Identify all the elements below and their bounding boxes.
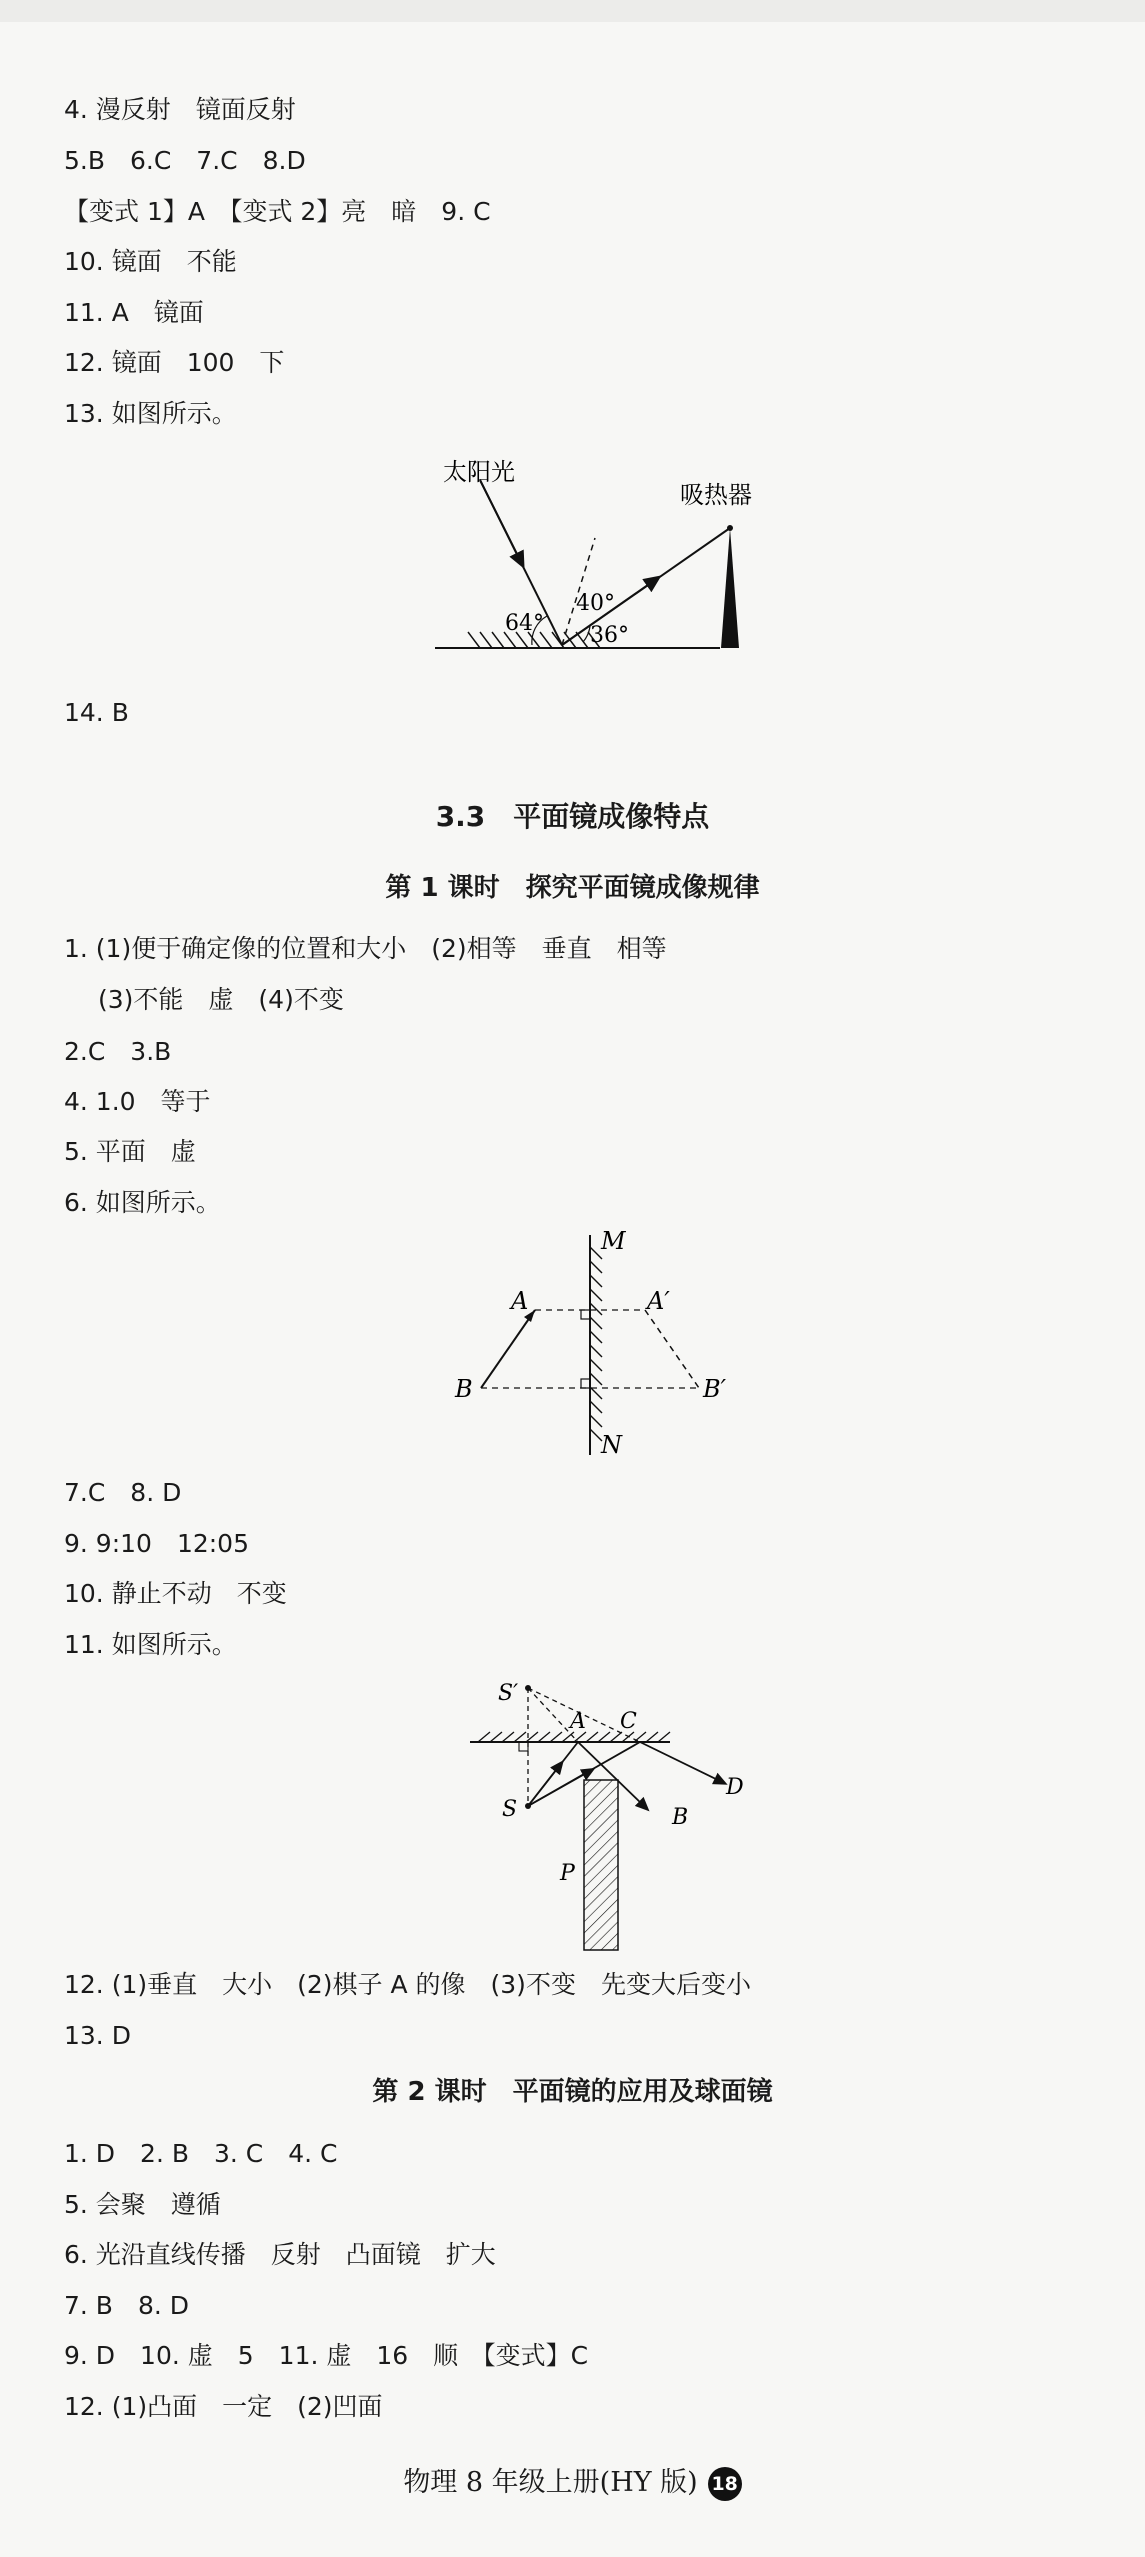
- answer-line: 7.C 8. D: [64, 1478, 182, 1507]
- mirror-hatching: [590, 1247, 602, 1441]
- page-number-badge: 18: [708, 2467, 742, 2501]
- point-label: A: [570, 1709, 586, 1734]
- mirror-bottom-label: N: [601, 1431, 622, 1459]
- answer-line: 6. 光沿直线传播 反射 凸面镜 扩大: [64, 2240, 496, 2269]
- answer-line: 9. D 10. 虚 5 11. 虚 16 顺 【变式】C: [64, 2341, 589, 2370]
- plane-mirror-diagram: [445, 1225, 765, 1469]
- lesson-title: 第 2 课时 平面镜的应用及球面镜: [372, 2077, 773, 2107]
- obstacle-p: [584, 1780, 618, 1950]
- answer-line: 14. B: [64, 698, 129, 727]
- answer-line: 4. 1.0 等于: [64, 1087, 211, 1116]
- answer-line: 5.B 6.C 7.C 8.D: [64, 146, 306, 175]
- section-title: 3.3 平面镜成像特点: [435, 800, 710, 833]
- point-label: B: [672, 1805, 689, 1830]
- answer-line: 2.C 3.B: [64, 1037, 172, 1066]
- angle-label: 36°: [590, 623, 629, 648]
- footer-text: 物理 8 年级上册(HY 版): [403, 2467, 698, 2498]
- point-label: A: [511, 1287, 529, 1315]
- top-shade: [0, 0, 1145, 22]
- answer-line: 5. 平面 虚: [64, 1137, 196, 1166]
- answer-line: 12. (1)垂直 大小 (2)棋子 A 的像 (3)不变 先变大后变小: [64, 1970, 751, 1999]
- mirror-top-label: M: [601, 1227, 626, 1255]
- point-label: B′: [703, 1375, 727, 1403]
- answer-line: 13. 如图所示。: [64, 399, 237, 428]
- image-line: [645, 1310, 699, 1388]
- absorber-label: 吸热器: [680, 481, 752, 509]
- answer-line: 11. 如图所示。: [64, 1630, 237, 1659]
- answer-line: 11. A 镜面: [64, 298, 204, 327]
- point-label: S′: [498, 1681, 519, 1706]
- point-label: P: [560, 1861, 575, 1886]
- answer-line: 6. 如图所示。: [64, 1188, 221, 1217]
- answer-line: 12. (1)凸面 一定 (2)凹面: [64, 2392, 383, 2421]
- lesson-title: 第 1 课时 探究平面镜成像规律: [385, 873, 760, 903]
- page-footer: [0, 2460, 1145, 2501]
- answer-line: 4. 漫反射 镜面反射: [64, 95, 296, 124]
- point-label: A′: [647, 1287, 670, 1315]
- object-arrow: [481, 1310, 535, 1388]
- answer-line: 1. (1)便于确定像的位置和大小 (2)相等 垂直 相等: [64, 934, 667, 963]
- answer-line: 13. D: [64, 2021, 131, 2050]
- point-label: D: [726, 1775, 744, 1800]
- point-label: B: [455, 1375, 473, 1403]
- answer-line: 10. 镜面 不能: [64, 247, 237, 276]
- answer-line: 9. 9:10 12:05: [64, 1529, 249, 1558]
- absorber-tower: [721, 528, 739, 648]
- answer-line: 5. 会聚 遵循: [64, 2190, 221, 2219]
- answer-line: 10. 静止不动 不变: [64, 1579, 287, 1608]
- periscope-diagram: [460, 1672, 750, 1966]
- answer-line: 7. B 8. D: [64, 2291, 190, 2320]
- point-label: S: [502, 1797, 518, 1822]
- answer-line: 12. 镜面 100 下: [64, 348, 285, 377]
- answer-line: 【变式 1】A 【变式 2】亮 暗 9. C: [64, 197, 491, 226]
- angle-label: 64°: [505, 611, 544, 636]
- point-label: C: [620, 1709, 637, 1734]
- angle-label: 40°: [576, 591, 615, 616]
- reflection-diagram: [420, 440, 780, 674]
- sunlight-label: 太阳光: [443, 458, 515, 486]
- answer-line: 1. D 2. B 3. C 4. C: [64, 2139, 338, 2168]
- answer-line: (3)不能 虚 (4)不变: [98, 985, 344, 1014]
